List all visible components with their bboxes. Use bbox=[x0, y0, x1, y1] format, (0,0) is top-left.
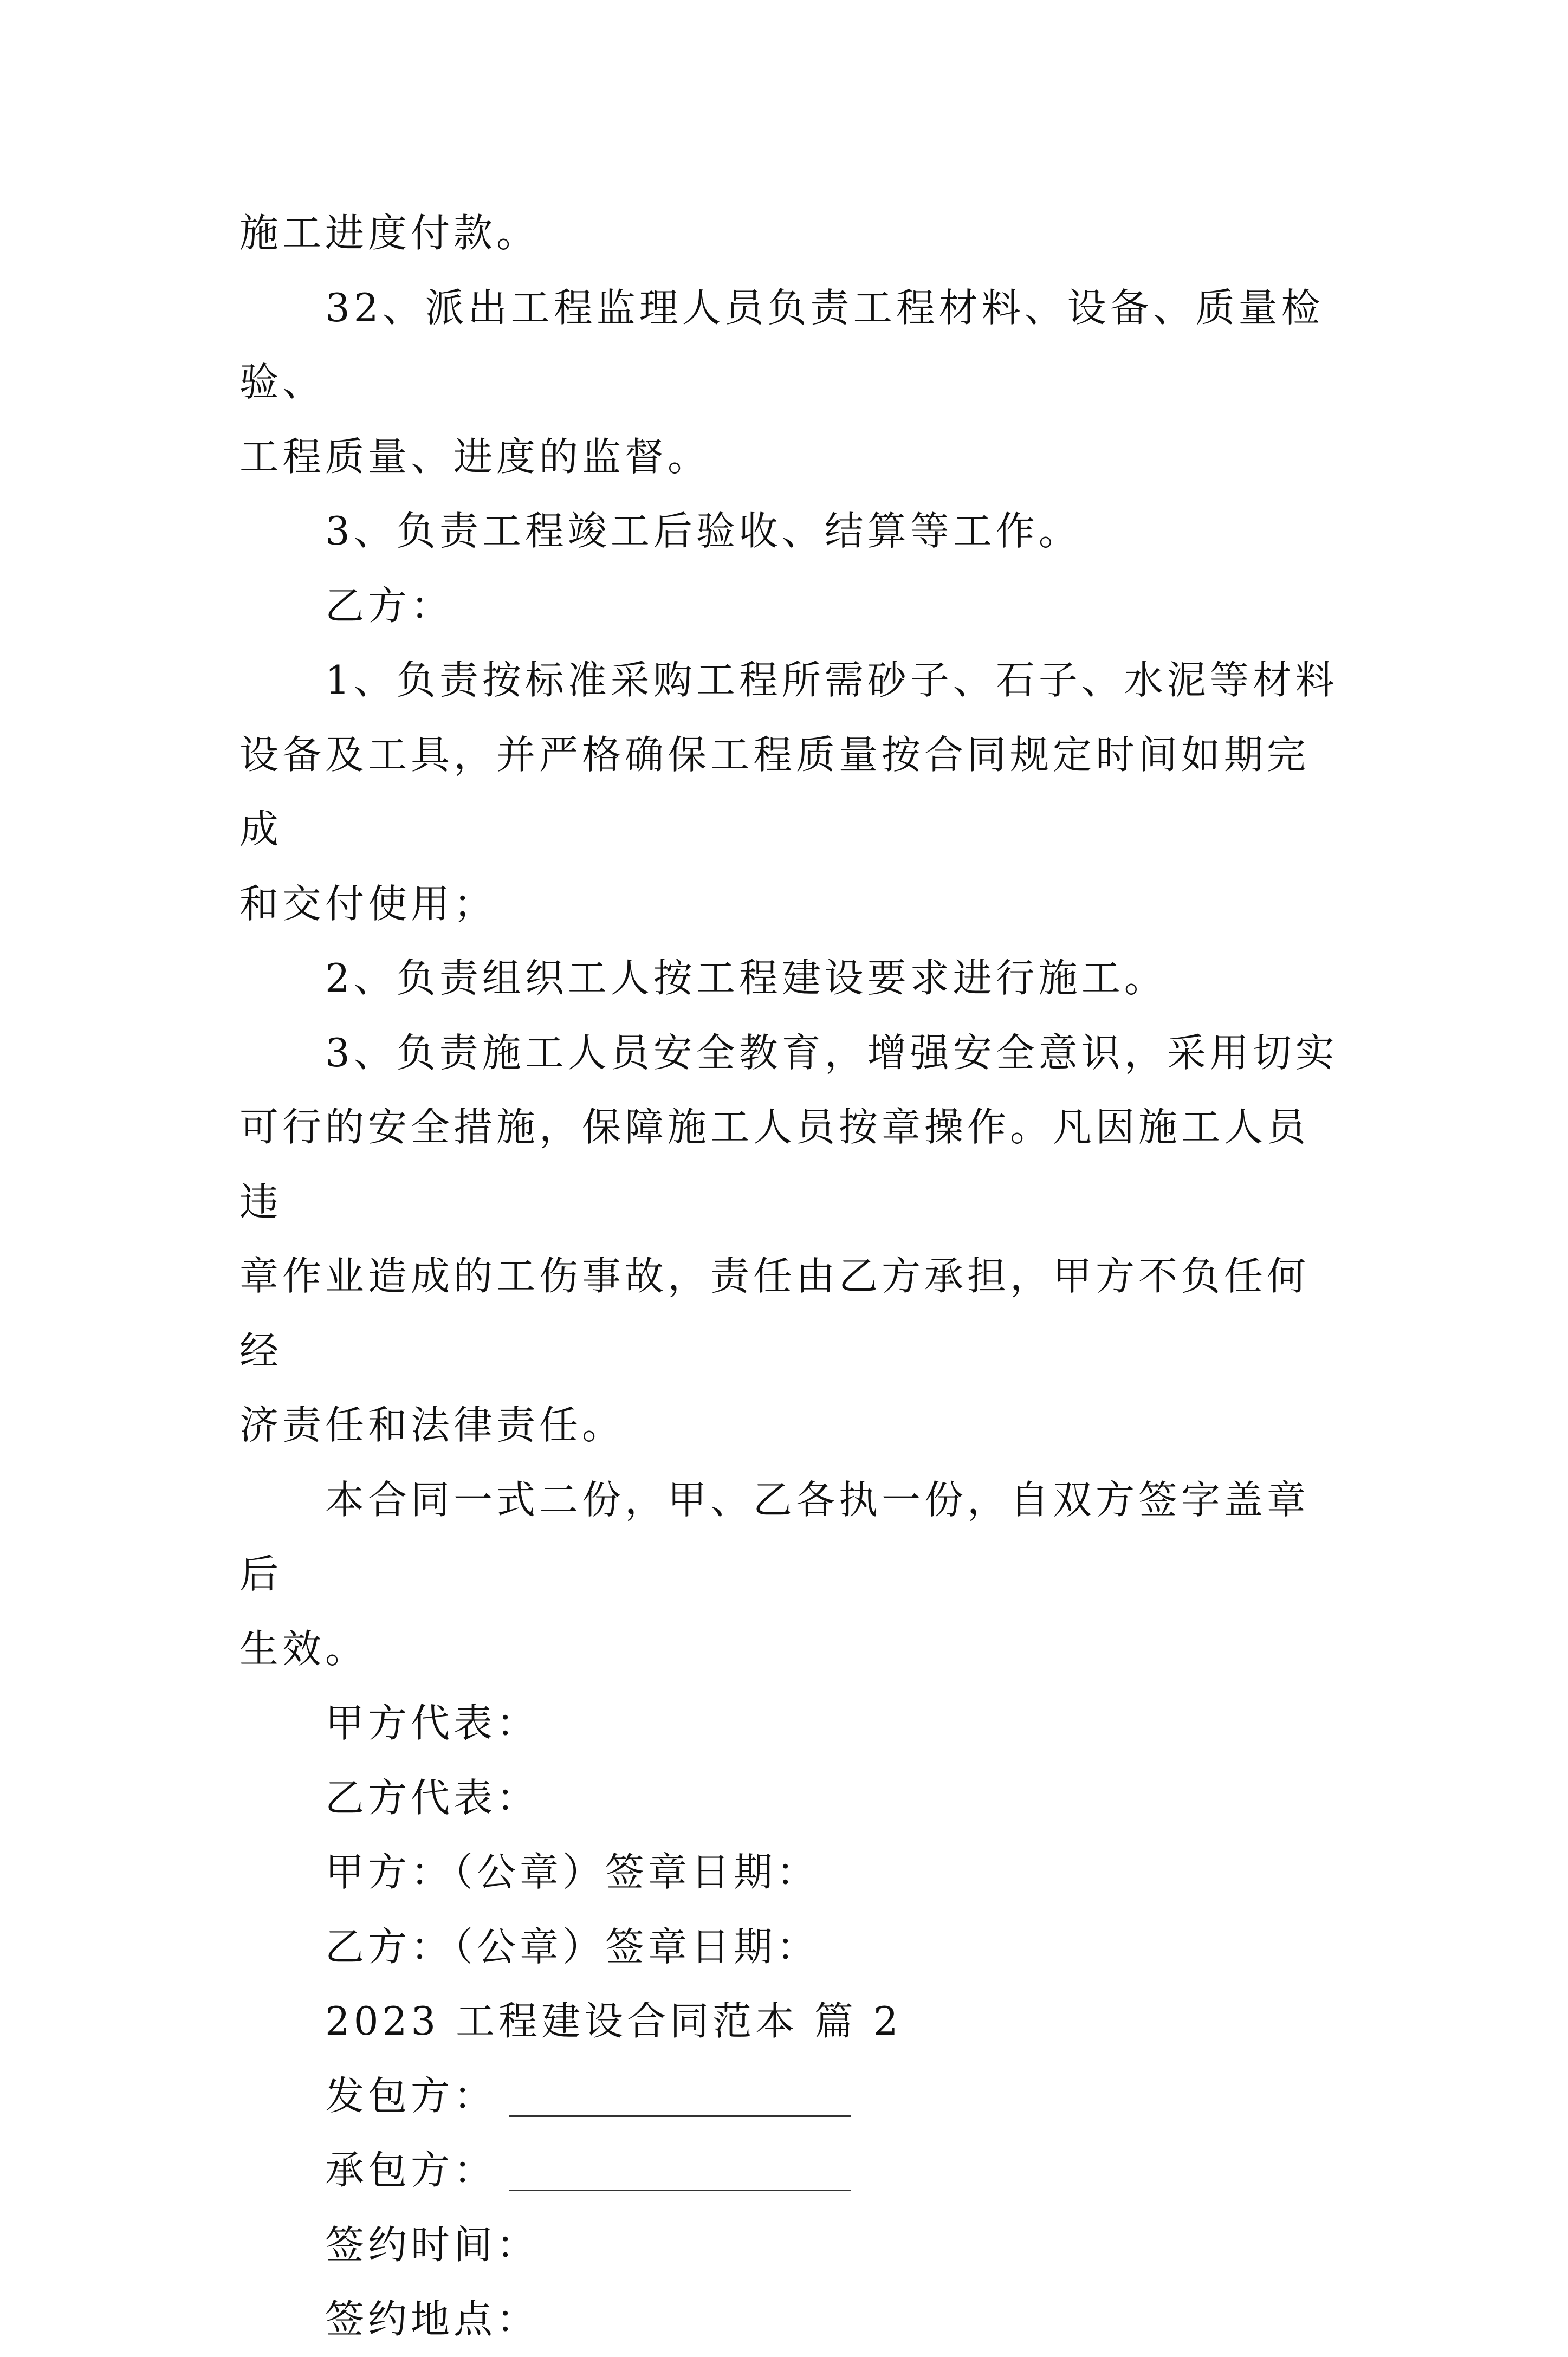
text-line: 2、负责组织工人按工程建设要求进行施工。 bbox=[325, 955, 1167, 1001]
employer-label: 发包方： bbox=[325, 2073, 497, 2119]
text-line: 3、负责工程竣工后验收、结算等工作。 bbox=[325, 508, 1081, 554]
paragraph-party-b-seal bbox=[239, 1910, 1345, 1985]
paragraph-payment-progress bbox=[239, 196, 1345, 271]
paragraph-supervision bbox=[239, 271, 1345, 495]
sign-place-row bbox=[239, 2282, 1345, 2357]
document-body bbox=[239, 196, 1345, 2357]
text-line: 济责任和法律责任。 bbox=[239, 1402, 625, 1448]
text-line: 章作业造成的工伤事故，责任由乙方承担，甲方不负任何经 bbox=[239, 1253, 1310, 1374]
text-line: 乙方：（公章）签章日期： bbox=[325, 1924, 820, 1970]
paragraph-copies bbox=[239, 1463, 1345, 1687]
paragraph-party-b-heading bbox=[239, 569, 1345, 644]
text-line: 施工进度付款。 bbox=[239, 210, 540, 256]
contractor-blank-line bbox=[509, 2190, 851, 2191]
text-line: 甲方代表： bbox=[325, 1700, 540, 1746]
text-line: 2023 工程建设合同范本 篇 2 bbox=[325, 1998, 902, 2044]
paragraph-organize-workers bbox=[239, 941, 1345, 1016]
paragraph-materials bbox=[239, 643, 1345, 941]
text-line: 乙方： bbox=[325, 582, 454, 629]
text-line: 3、负责施工人员安全教育，增强安全意识，采用切实 bbox=[325, 1029, 1338, 1076]
paragraph-acceptance bbox=[239, 494, 1345, 569]
sign-place-label: 签约地点： bbox=[325, 2296, 540, 2342]
text-line: 可行的安全措施，保障施工人员按章操作。凡因施工人员违 bbox=[239, 1104, 1310, 1225]
paragraph-party-b-rep bbox=[239, 1761, 1345, 1836]
text-line: 工程质量、进度的监督。 bbox=[239, 433, 711, 480]
paragraph-safety bbox=[239, 1016, 1345, 1463]
text-line: 生效。 bbox=[239, 1626, 368, 1672]
section-heading-template-2 bbox=[239, 1984, 1345, 2059]
text-line: 32、派出工程监理人员负责工程材料、设备、质量检验、 bbox=[239, 284, 1324, 405]
text-line: 设备及工具，并严格确保工程质量按合同规定时间如期完成 bbox=[239, 731, 1310, 852]
text-line: 和交付使用； bbox=[239, 880, 497, 927]
paragraph-party-a-seal bbox=[239, 1835, 1345, 1910]
text-line: 甲方：（公章）签章日期： bbox=[325, 1849, 820, 1895]
employer-field-row bbox=[239, 2059, 1345, 2134]
contractor-label: 承包方： bbox=[325, 2147, 497, 2193]
text-line: 1、负责按标准采购工程所需砂子、石子、水泥等材料 bbox=[325, 657, 1338, 703]
contractor-field-row bbox=[239, 2133, 1345, 2208]
sign-time-row bbox=[239, 2208, 1345, 2283]
text-line: 本合同一式二份，甲、乙各执一份，自双方签字盖章后 bbox=[239, 1477, 1310, 1597]
employer-blank-line bbox=[509, 2115, 851, 2117]
text-line: 乙方代表： bbox=[325, 1775, 540, 1821]
sign-time-label: 签约时间： bbox=[325, 2222, 540, 2268]
paragraph-party-a-rep bbox=[239, 1686, 1345, 1761]
